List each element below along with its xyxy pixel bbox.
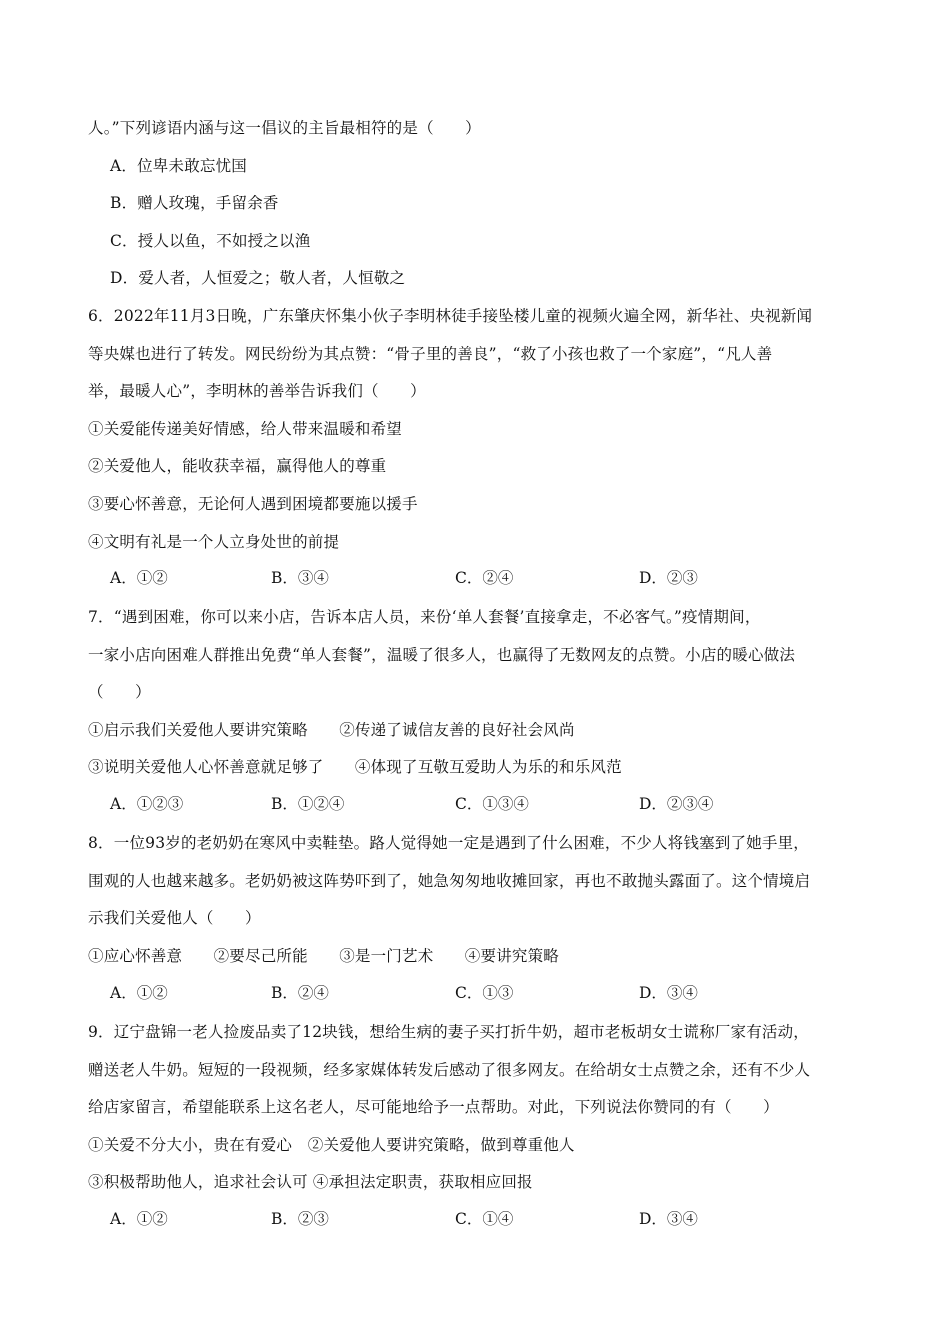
q5-option-b: B．赠人玫瑰，手留余香 [110, 194, 279, 212]
q5-option-a: A．位卑未敢忘忧国 [110, 157, 247, 175]
q6-stem-line-3: 举，最暖人心”，李明林的善举告诉我们（ ） [88, 382, 426, 400]
q5-option-d: D．爱人者，人恒爱之；敬人者，人恒敬之 [110, 269, 406, 287]
q8-option-d: D．③④ [639, 984, 698, 1002]
q9-option-a: A．①② [110, 1210, 168, 1228]
q7-statement-line-1: ①启示我们关爱他人要讲究策略 ②传递了诚信友善的良好社会风尚 [88, 721, 575, 739]
q7-option-c: C．①③④ [455, 795, 529, 813]
q6-option-c: C．②④ [455, 569, 514, 587]
q8-option-b: B．②④ [271, 984, 329, 1002]
q8-stem-line-1: 8．一位93岁的老奶奶在寒风中卖鞋垫。路人觉得她一定是遇到了什么困难，不少人将钱塞到了她手里， [88, 834, 809, 852]
q6-stem-line-2: 等央媒也进行了转发。网民纷纷为其点赞：“骨子里的善良”，“救了小孩也救了一个家庭”，“凡人善 [88, 345, 773, 363]
q7-option-b: B．①②④ [271, 795, 345, 813]
q8-stem-line-3: 示我们关爱他人（ ） [88, 909, 261, 927]
q6-stem-line-1: 6．2022年11月3日晚，广东肇庆怀集小伙子李明林徒手接坠楼儿童的视频火遍全网，新华社、央视新闻 [88, 307, 813, 325]
q7-stem-line-1: 7．“遇到困难，你可以来小店，告诉本店人员，来份‘单人套餐’直接拿走，不必客气。”疫情期间， [88, 608, 761, 626]
q8-statement-line-1: ①应心怀善意 ②要尽己所能 ③是一门艺术 ④要讲究策略 [88, 947, 560, 965]
q8-stem-line-2: 围观的人也越来越多。老奶奶被这阵势吓到了，她急匆匆地收摊回家，再也不敢抛头露面了。这个情境启 [88, 872, 811, 890]
q5-option-c: C．授人以鱼，不如授之以渔 [110, 232, 311, 250]
q9-option-d: D．③④ [639, 1210, 698, 1228]
q9-option-c: C．①④ [455, 1210, 514, 1228]
q7-option-a: A．①②③ [110, 795, 184, 813]
q6-option-a: A．①② [110, 569, 168, 587]
q9-statement-line-1: ①关爱不分大小，贵在有爱心 ②关爱他人要讲究策略，做到尊重他人 [88, 1136, 575, 1154]
q8-option-c: C．①③ [455, 984, 514, 1002]
q7-option-d: D．②③④ [639, 795, 714, 813]
q6-statement-3: ③要心怀善意，无论何人遇到困境都要施以援手 [88, 495, 418, 513]
q7-statement-line-2: ③说明关爱他人心怀善意就足够了 ④体现了互敬互爱助人为乐的和乐风范 [88, 758, 622, 776]
q9-stem-line-3: 给店家留言，希望能联系上这名老人，尽可能地给予一点帮助。对此，下列说法你赞同的有（ ） [88, 1098, 779, 1116]
q9-stem-line-1: 9．辽宁盘锦一老人捡废品卖了12块钱，想给生病的妻子买打折牛奶，超市老板胡女士谎称厂家有活动， [88, 1023, 809, 1041]
q6-statement-4: ④文明有礼是一个人立身处世的前提 [88, 533, 340, 551]
q7-stem-line-2: 一家小店向困难人群推出免费“单人套餐”，温暖了很多人，也赢得了无数网友的点赞。小店的暖心做法 [88, 646, 796, 664]
q9-statement-line-2: ③积极帮助他人，追求社会认可 ④承担法定职责，获取相应回报 [88, 1173, 533, 1191]
q8-option-a: A．①② [110, 984, 168, 1002]
q7-stem-line-3: （ ） [88, 683, 151, 701]
q6-option-b: B．③④ [271, 569, 329, 587]
q9-stem-line-2: 赠送老人牛奶。短短的一段视频，经多家媒体转发后感动了很多网友。在给胡女士点赞之余，还有不少人 [88, 1061, 811, 1079]
q6-statement-2: ②关爱他人，能收获幸福，赢得他人的尊重 [88, 457, 387, 475]
q6-option-d: D．②③ [639, 569, 698, 587]
q9-option-b: B．②③ [271, 1210, 329, 1228]
q5-stem-tail: 人。”下列谚语内涵与这一倡议的主旨最相符的是（ ） [88, 119, 481, 137]
q6-statement-1: ①关爱能传递美好情感，给人带来温暖和希望 [88, 420, 403, 438]
